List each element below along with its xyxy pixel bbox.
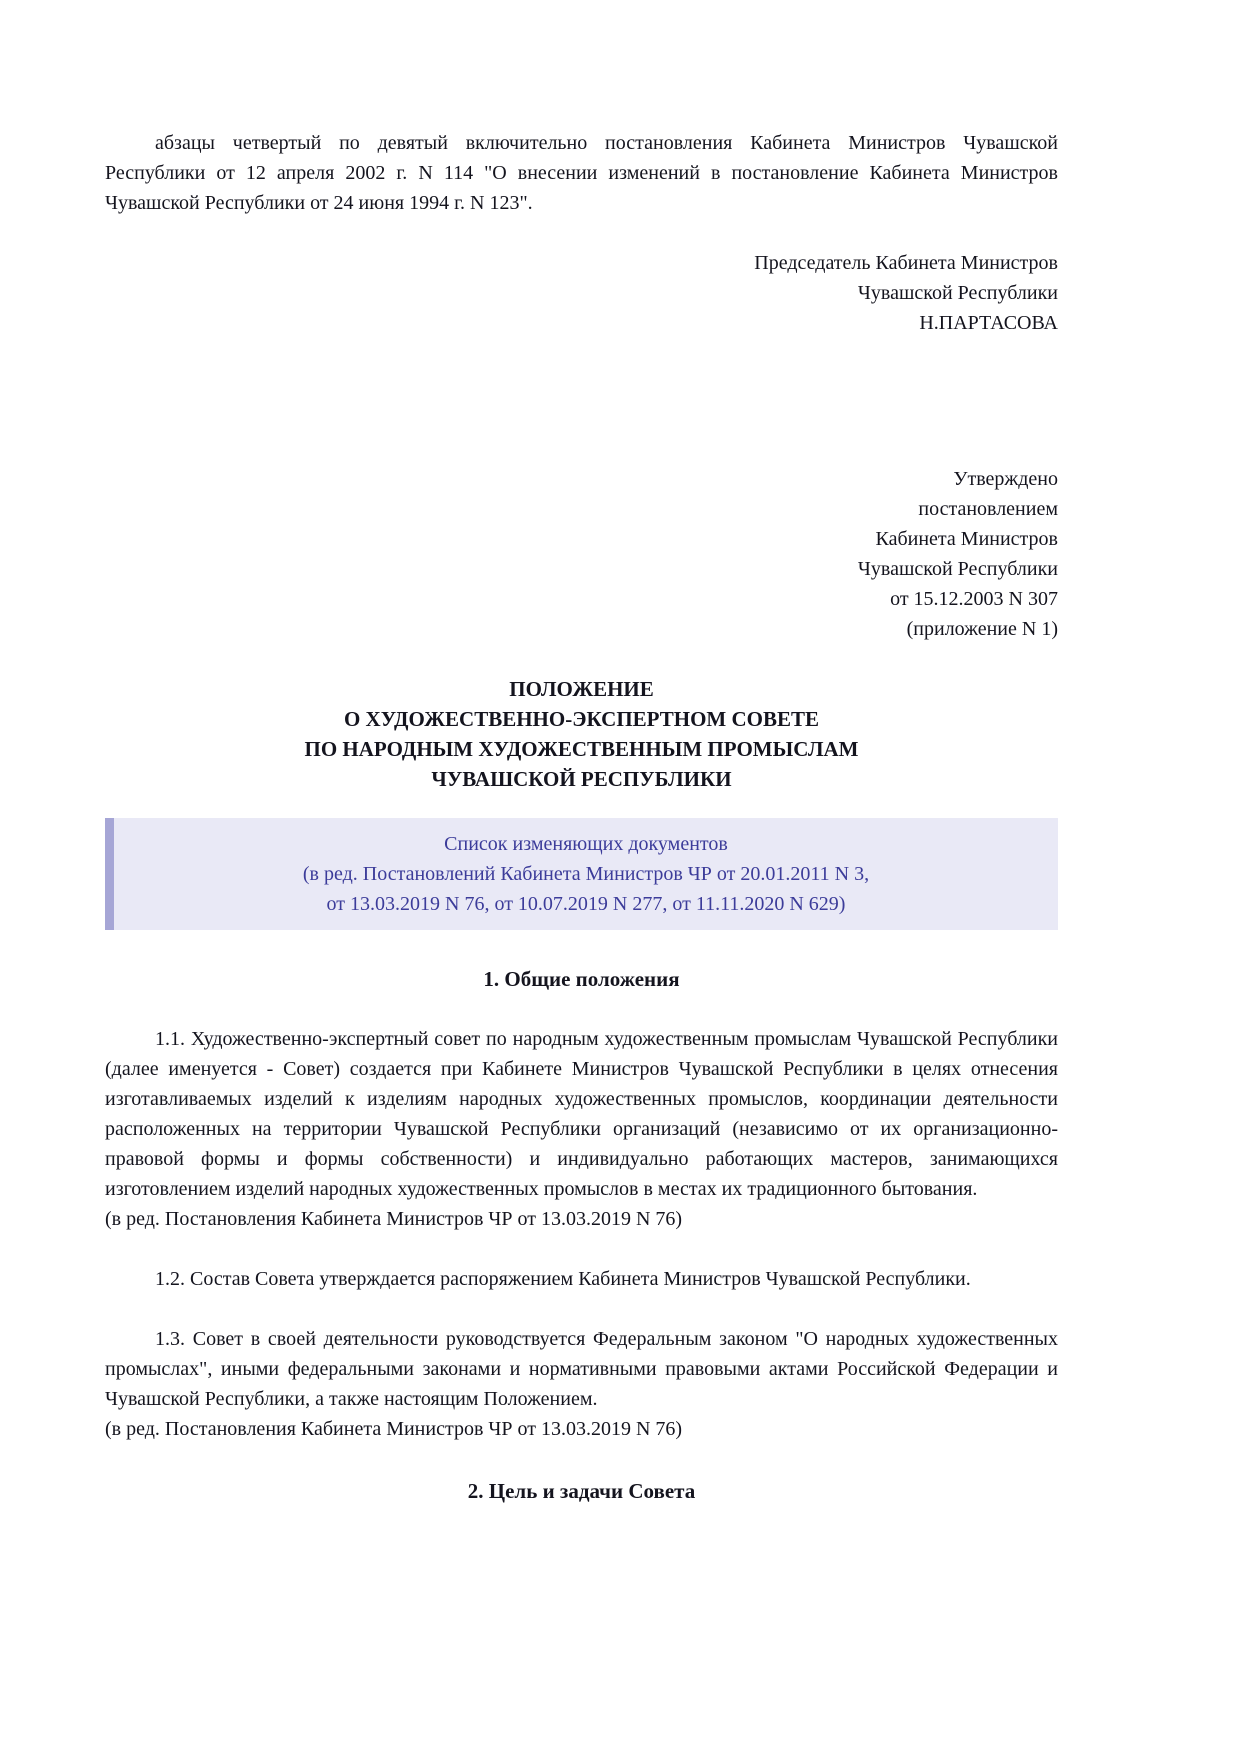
approval-line: Чувашской Республики: [857, 558, 1058, 580]
intro-paragraph: абзацы четвертый по девятый включительно постановления Кабинета Министров Чувашской Республики от 12 апреля 2002 г. N 114 "О внесении изменений в постановление Кабинета Министров Чувашской Республики от 24 июня 1994 г. N 123".: [105, 132, 1058, 214]
approval-line: от 15.12.2003 N 307: [890, 588, 1058, 610]
section-1-heading: 1. Общие положения: [483, 967, 680, 991]
signature-line-position: Председатель Кабинета Министров: [754, 252, 1058, 274]
amendments-box-line: (в ред. Постановлений Кабинета Министров ЧР от 20.01.2011 N 3,: [302, 863, 870, 885]
signature-block: [105, 248, 1058, 338]
document-title-line: ПО НАРОДНЫМ ХУДОЖЕСТВЕННЫМ ПРОМЫСЛАМ: [304, 737, 859, 761]
signature-line-org: Чувашской Республики: [857, 282, 1058, 304]
document-title-line: О ХУДОЖЕСТВЕННО-ЭКСПЕРТНОМ СОВЕТЕ: [343, 707, 820, 731]
amendment-note-1-3: (в ред. Постановления Кабинета Министров ЧР от 13.03.2019 N 76): [105, 1418, 683, 1440]
approval-line: Утверждено: [953, 468, 1058, 490]
approval-line: (приложение N 1): [906, 618, 1058, 640]
amendment-note-1-1: (в ред. Постановления Кабинета Министров ЧР от 13.03.2019 N 76): [105, 1208, 683, 1230]
paragraph-1-1: 1.1. Художественно-экспертный совет по народным художественным промыслам Чувашской Республики (далее именуется - Совет) создается при Кабинете Министров Чувашской Республики в целях отнесения изготавливаемых изделий к изделиям народных художественных промыслов, координации деятельности расположенных на территории Чувашской Республики организаций (независимо от их организационно-правовой формы и формы собственности) и индивидуально работающих мастеров, занимающихся изготовлением изделий народных художественных промыслов в местах их традиционного бытования.: [105, 1028, 1058, 1200]
amendments-box-line: от 13.03.2019 N 76, от 10.07.2019 N 277, от 11.11.2020 N 629): [326, 893, 846, 915]
amendments-box-line: Список изменяющих документов: [444, 833, 728, 855]
document-title: [105, 674, 1058, 794]
document-title-line: ЧУВАШСКОЙ РЕСПУБЛИКИ: [431, 767, 732, 791]
paragraph-1-3: 1.3. Совет в своей деятельности руководствуется Федеральным законом "О народных художественных промыслах", иными федеральными законами и нормативными правовыми актами Российской Федерации и Чувашской Республики, а также настоящим Положением.: [105, 1328, 1058, 1410]
section-2-heading: 2. Цель и задачи Совета: [467, 1479, 696, 1503]
approval-line: Кабинета Министров: [875, 528, 1058, 550]
signature-line-name: Н.ПАРТАСОВА: [919, 312, 1058, 334]
approval-line: постановлением: [918, 498, 1058, 520]
approval-block: [105, 464, 1058, 644]
amendments-box: [105, 818, 1058, 930]
document-title-line: ПОЛОЖЕНИЕ: [509, 677, 654, 701]
paragraph-1-2: 1.2. Состав Совета утверждается распоряжением Кабинета Министров Чувашской Республики.: [155, 1268, 971, 1290]
